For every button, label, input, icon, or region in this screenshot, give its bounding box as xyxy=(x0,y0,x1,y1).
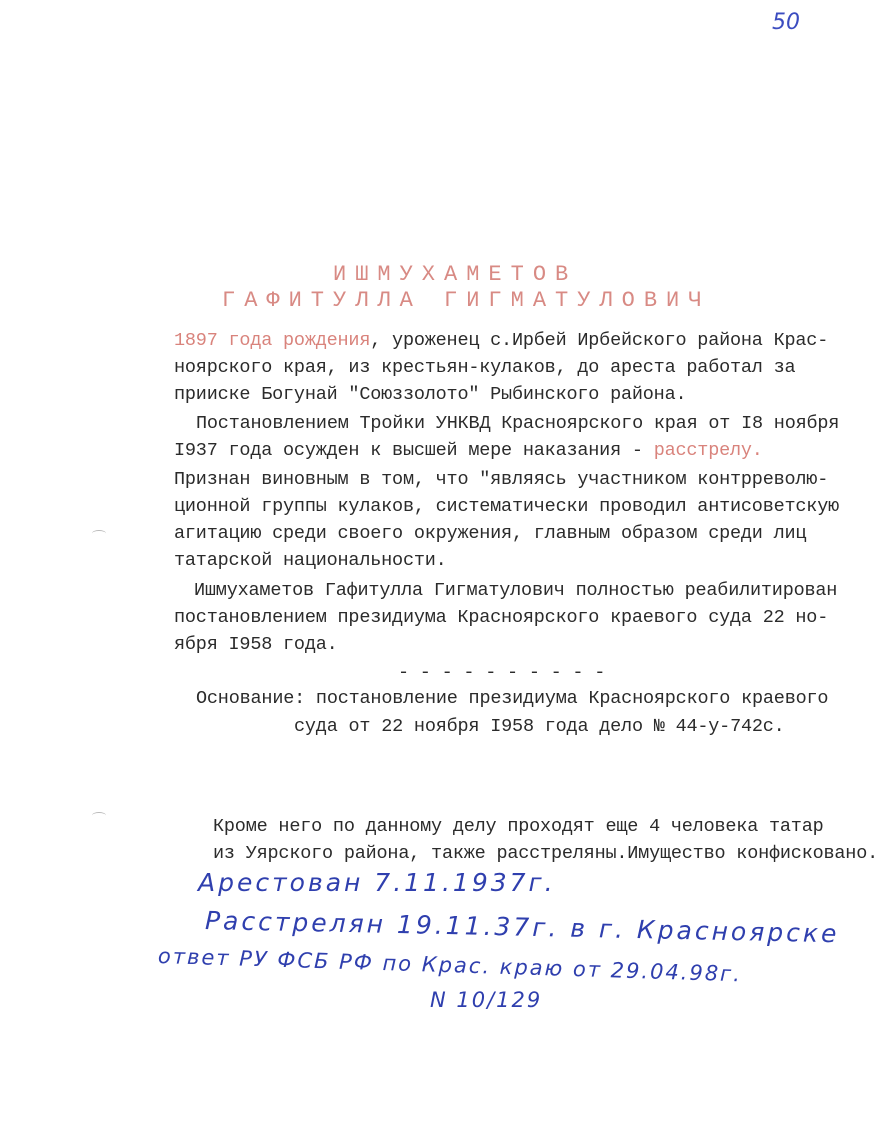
paragraph-charge-line4: татарской национальности. xyxy=(174,550,447,571)
person-surname: ИШМУХАМЕТОВ xyxy=(333,262,578,287)
paragraph-charge-line2: ционной группы кулаков, систематически проводил антисоветскую xyxy=(174,496,840,517)
handwritten-source: ответ РУ ФСБ РФ по Крас. краю от 29.04.98г. xyxy=(157,944,743,987)
paragraph-sentence-line1: Постановлением Тройки УНКВД Красноярского края от I8 ноября xyxy=(196,413,840,434)
paragraph-charge-line3: агитацию среди своего окружения, главным образом среди лиц xyxy=(174,523,807,544)
handwritten-execution: Расстрелян 19.11.37г. в г. Красноярске xyxy=(204,906,840,949)
basis-line2: суда от 22 ноября I958 года дело № 44-у-742с. xyxy=(294,716,785,737)
person-given-names: ГАФИТУЛЛА ГИГМАТУЛОВИЧ xyxy=(222,288,711,313)
birth-year: 1897 года рождения xyxy=(174,330,371,351)
separator: - - - - - - - - - - xyxy=(398,662,606,683)
sentence-text: I937 года осужден к высшей мере наказания - xyxy=(174,440,654,461)
page-number: 50 xyxy=(772,10,800,35)
paragraph-birth-line2: ноярского края, из крестьян-кулаков, до ареста работал за xyxy=(174,357,796,378)
note-line1: Кроме него по данному делу проходят еще 4 человека татар xyxy=(213,816,824,837)
paragraph-rehab-line1: Ишмухаметов Гафитулла Гигматулович полностью реабилитирован xyxy=(194,580,838,601)
birth-text: , уроженец с.Ирбей Ирбейского района Крас- xyxy=(370,330,829,351)
paragraph-charge-line1: Признан виновным в том, что "являясь участником контрреволю- xyxy=(174,469,829,490)
paragraph-birth-line3: прииске Богунай "Союззолото" Рыбинского района. xyxy=(174,384,687,405)
punch-mark xyxy=(92,812,106,819)
punch-mark xyxy=(92,530,106,537)
paragraph-rehab-line2: постановлением президиума Красноярского краевого суда 22 но- xyxy=(174,607,829,628)
paragraph-rehab-line3: ября I958 года. xyxy=(174,634,338,655)
handwritten-arrest: Арестован 7.11.1937г. xyxy=(198,868,556,897)
note-line2: из Уярского района, также расстреляны.Имущество конфисковано. xyxy=(213,843,878,864)
sentence-verdict: расстрелу. xyxy=(653,440,763,461)
paragraph-sentence-line2 xyxy=(174,440,763,461)
handwritten-reference-number: N 10/129 xyxy=(430,988,543,1012)
paragraph-birth-line1 xyxy=(174,330,828,351)
basis-line1: Основание: постановление президиума Красноярского краевого xyxy=(196,688,829,709)
